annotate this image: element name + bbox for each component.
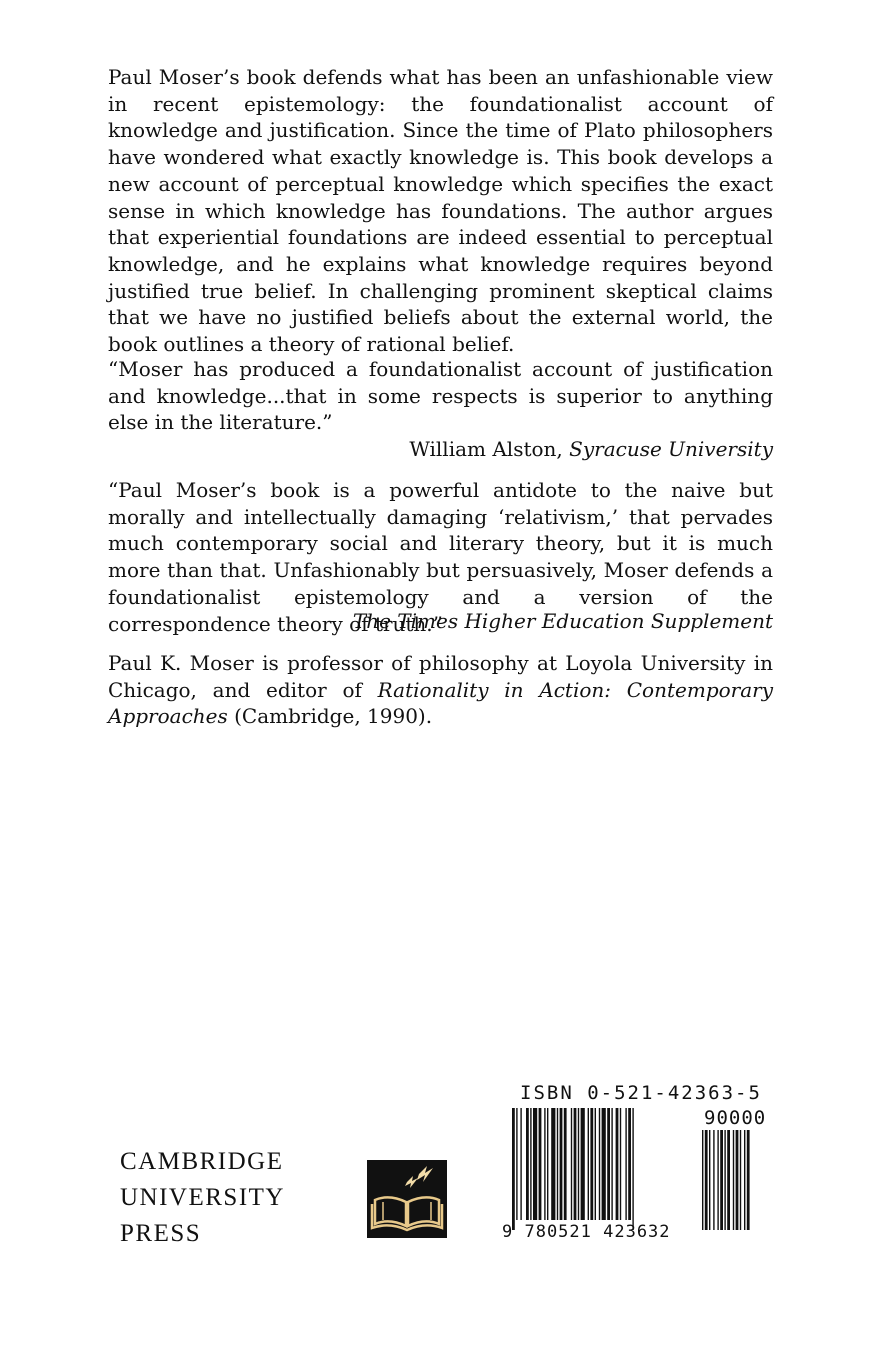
quote-attribution-times: The Times Higher Education Supplement [352,609,773,633]
barcode-bar [590,1108,593,1220]
open-book-lightning-icon [367,1160,447,1238]
review-quote-alston: “Moser has produced a foundationalist account of justification and knowledge...that in some respects is superior to anything else in the literature.” [108,357,773,435]
barcode-addon-bar [727,1130,730,1230]
publisher-line-2: UNIVERSITY [120,1184,285,1211]
barcode-bar [607,1108,610,1220]
publisher-line-1: CAMBRIDGE [120,1148,284,1175]
barcode-addon-bar [705,1130,708,1230]
barcode-addon-bar [724,1130,725,1230]
barcode-addon-bar [709,1130,710,1230]
barcode-bar [571,1108,572,1220]
price-code: 90000 [704,1107,767,1129]
bio-book-title: Rationality in Action: Contemporary Approaches [108,677,774,729]
isbn-label: ISBN 0-521-42363-5 [520,1082,762,1104]
author-bio [108,650,773,730]
barcode-bar [578,1108,579,1220]
review-quote-times: “Paul Moser’s book is a powerful antidote to the naive but morally and intellectually damaging ‘relativism,’ that pervades much contemporary social and literary theory, but it is much more than that. Unfashionably but persuasively, Moser defends a foundationalist epistemology and a version of the correspondence theory of truth.” [108,478,773,636]
barcode-bar [557,1108,558,1220]
barcode-bar [581,1108,585,1220]
barcode-bar [526,1108,529,1220]
publisher-name [120,1144,285,1252]
barcode-bar [551,1108,555,1220]
bio-text: Paul K. Moser is professor of philosophy at Loyola University in Chicago, and editor of [108,651,773,702]
barcode-bar [530,1108,531,1220]
barcode-addon-bar [744,1130,745,1230]
barcode-bar [520,1108,521,1220]
publisher-line-3: PRESS [120,1220,202,1247]
bio-text-end: (Cambridge, 1990). [227,704,433,729]
barcode-bar [632,1108,633,1230]
barcode-bar [564,1108,567,1220]
book-description: Paul Moser’s book defends what has been an unfashionable view in recent epistemology: the foundationalist account of knowledge and justification. Since the time of Plato philosophers have wondered what exactly knowledge is. This book develops a new account of perceptual knowledge which specifies the exact sense in which knowledge has foundations. The author argues that experiential foundations are indeed essential to perceptual knowledge, and he explains what knowledge requires beyond justified true belief. In challenging prominent skeptical claims that we have no justified beliefs about the external world, the book outlines a theory of rational belief. [108,65,773,357]
quote-attribution-alston [409,436,773,463]
quote-affiliation: Syracuse University [569,437,773,461]
barcode-bar [602,1108,606,1220]
barcode-addon-bar [713,1130,714,1230]
barcode-bar [620,1108,621,1220]
barcode-bar [547,1108,548,1220]
barcode-addon-bar [747,1130,750,1230]
barcode-bar [544,1108,545,1220]
barcode-bar [616,1108,619,1220]
barcode-bar [588,1108,589,1220]
barcode-bar [533,1108,537,1220]
barcode-bar [516,1108,517,1220]
barcode-bar [611,1108,612,1220]
barcode-addon-bar [717,1130,718,1230]
barcode-bar [595,1108,596,1220]
barcode-number: 9 780521 423632 [502,1222,671,1242]
barcode-addon-bar [702,1130,703,1230]
barcode-bar [599,1108,600,1220]
barcode-addon-bar [740,1130,741,1230]
barcode-addon-bar [720,1130,723,1230]
barcode-bar [512,1108,515,1230]
quote-author: William Alston, [409,437,570,461]
barcode-bar [539,1108,542,1220]
barcode-addon-bar [733,1130,734,1230]
barcode-bar [625,1108,626,1220]
barcode-bar [560,1108,563,1220]
barcode-bar [628,1108,631,1220]
barcode-bar [574,1108,577,1220]
barcode-addon-bar [736,1130,739,1230]
